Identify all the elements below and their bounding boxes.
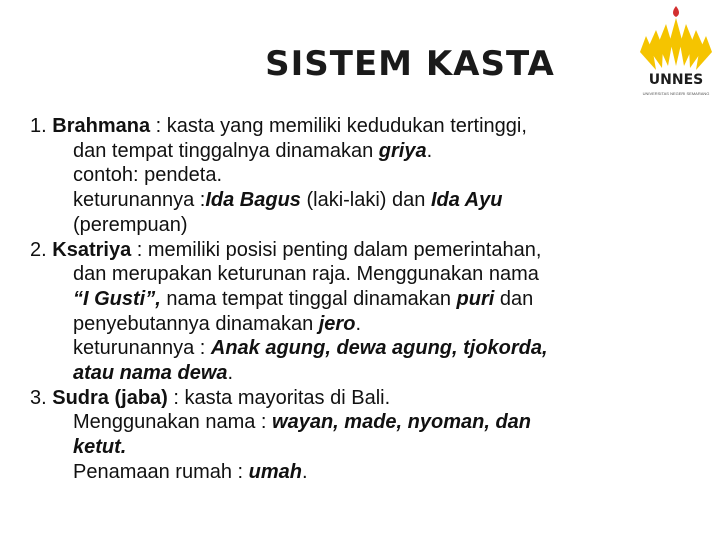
list-line — [30, 262, 710, 287]
list-line — [30, 213, 710, 238]
list-line — [30, 361, 710, 386]
list-line — [30, 188, 710, 213]
title-name: “I Gusti”, — [73, 287, 161, 310]
list-line — [30, 460, 710, 485]
unnes-logo — [636, 4, 716, 102]
home-name: griya — [378, 139, 427, 162]
list-line — [30, 312, 710, 337]
description-text: penyebutannya dinamakan — [73, 312, 319, 335]
description-text: (laki-laki) dan — [300, 189, 431, 212]
slide-title: SISTEM KASTA — [265, 44, 555, 84]
caste-name: Brahmana — [52, 115, 151, 137]
personal-names: wayan, made, nyoman, dan — [272, 411, 531, 434]
caste-description: : kasta mayoritas di Bali. — [167, 386, 391, 409]
description-text: . — [227, 362, 234, 385]
list-line — [30, 287, 710, 312]
list-line — [30, 435, 710, 460]
description-text: keturunannya : — [73, 189, 206, 212]
description-text: keturunannya : — [73, 337, 211, 360]
logo-subtext: UNIVERSITAS NEGERI SEMARANG — [642, 91, 710, 96]
list-item — [30, 114, 710, 139]
description-text: Penamaan rumah : — [73, 460, 249, 483]
caste-name: Ksatriya — [52, 238, 132, 261]
description-text: . — [355, 312, 361, 335]
item-number: 2. — [30, 238, 47, 261]
home-name: puri — [456, 287, 495, 310]
description-text: Menggunakan nama : — [73, 411, 273, 434]
descendant-names: atau nama dewa — [73, 362, 228, 385]
description-text: nama tempat tinggal dinamakan — [160, 287, 457, 310]
list-line — [30, 410, 710, 435]
description-text: . — [426, 139, 433, 162]
logo-text: UNNES — [648, 72, 704, 88]
female-name: Ida Ayu — [430, 189, 503, 212]
personal-names: ketut. — [73, 436, 127, 459]
description-text: dan — [494, 287, 534, 310]
item-number: 1. — [30, 115, 47, 137]
item-number: 3. — [30, 386, 47, 409]
description-text: (perempuan) — [73, 213, 188, 236]
caste-name: Sudra (jaba) — [52, 386, 168, 409]
description-text: dan merupakan keturunan raja. Menggunakan nama — [73, 263, 539, 286]
list-item — [30, 238, 710, 263]
description-text: dan tempat tinggalnya dinamakan — [73, 139, 379, 162]
list-item — [30, 386, 710, 411]
unnes-emblem-icon — [636, 4, 716, 74]
male-name: Ida Bagus — [205, 189, 301, 212]
caste-list — [30, 114, 710, 485]
descendant-names: Anak agung, dewa agung, tjokorda, — [210, 337, 548, 360]
list-line — [30, 336, 710, 361]
example-text: contoh: pendeta. — [73, 164, 223, 187]
home-name: umah — [248, 460, 302, 483]
list-line — [30, 163, 710, 188]
alias-name: jero — [318, 312, 356, 335]
caste-description: : kasta yang memiliki kedudukan tertinggi, — [150, 115, 527, 137]
list-line — [30, 139, 710, 164]
description-text: . — [302, 460, 308, 483]
caste-description: : memiliki posisi penting dalam pemerintahan, — [131, 238, 542, 261]
